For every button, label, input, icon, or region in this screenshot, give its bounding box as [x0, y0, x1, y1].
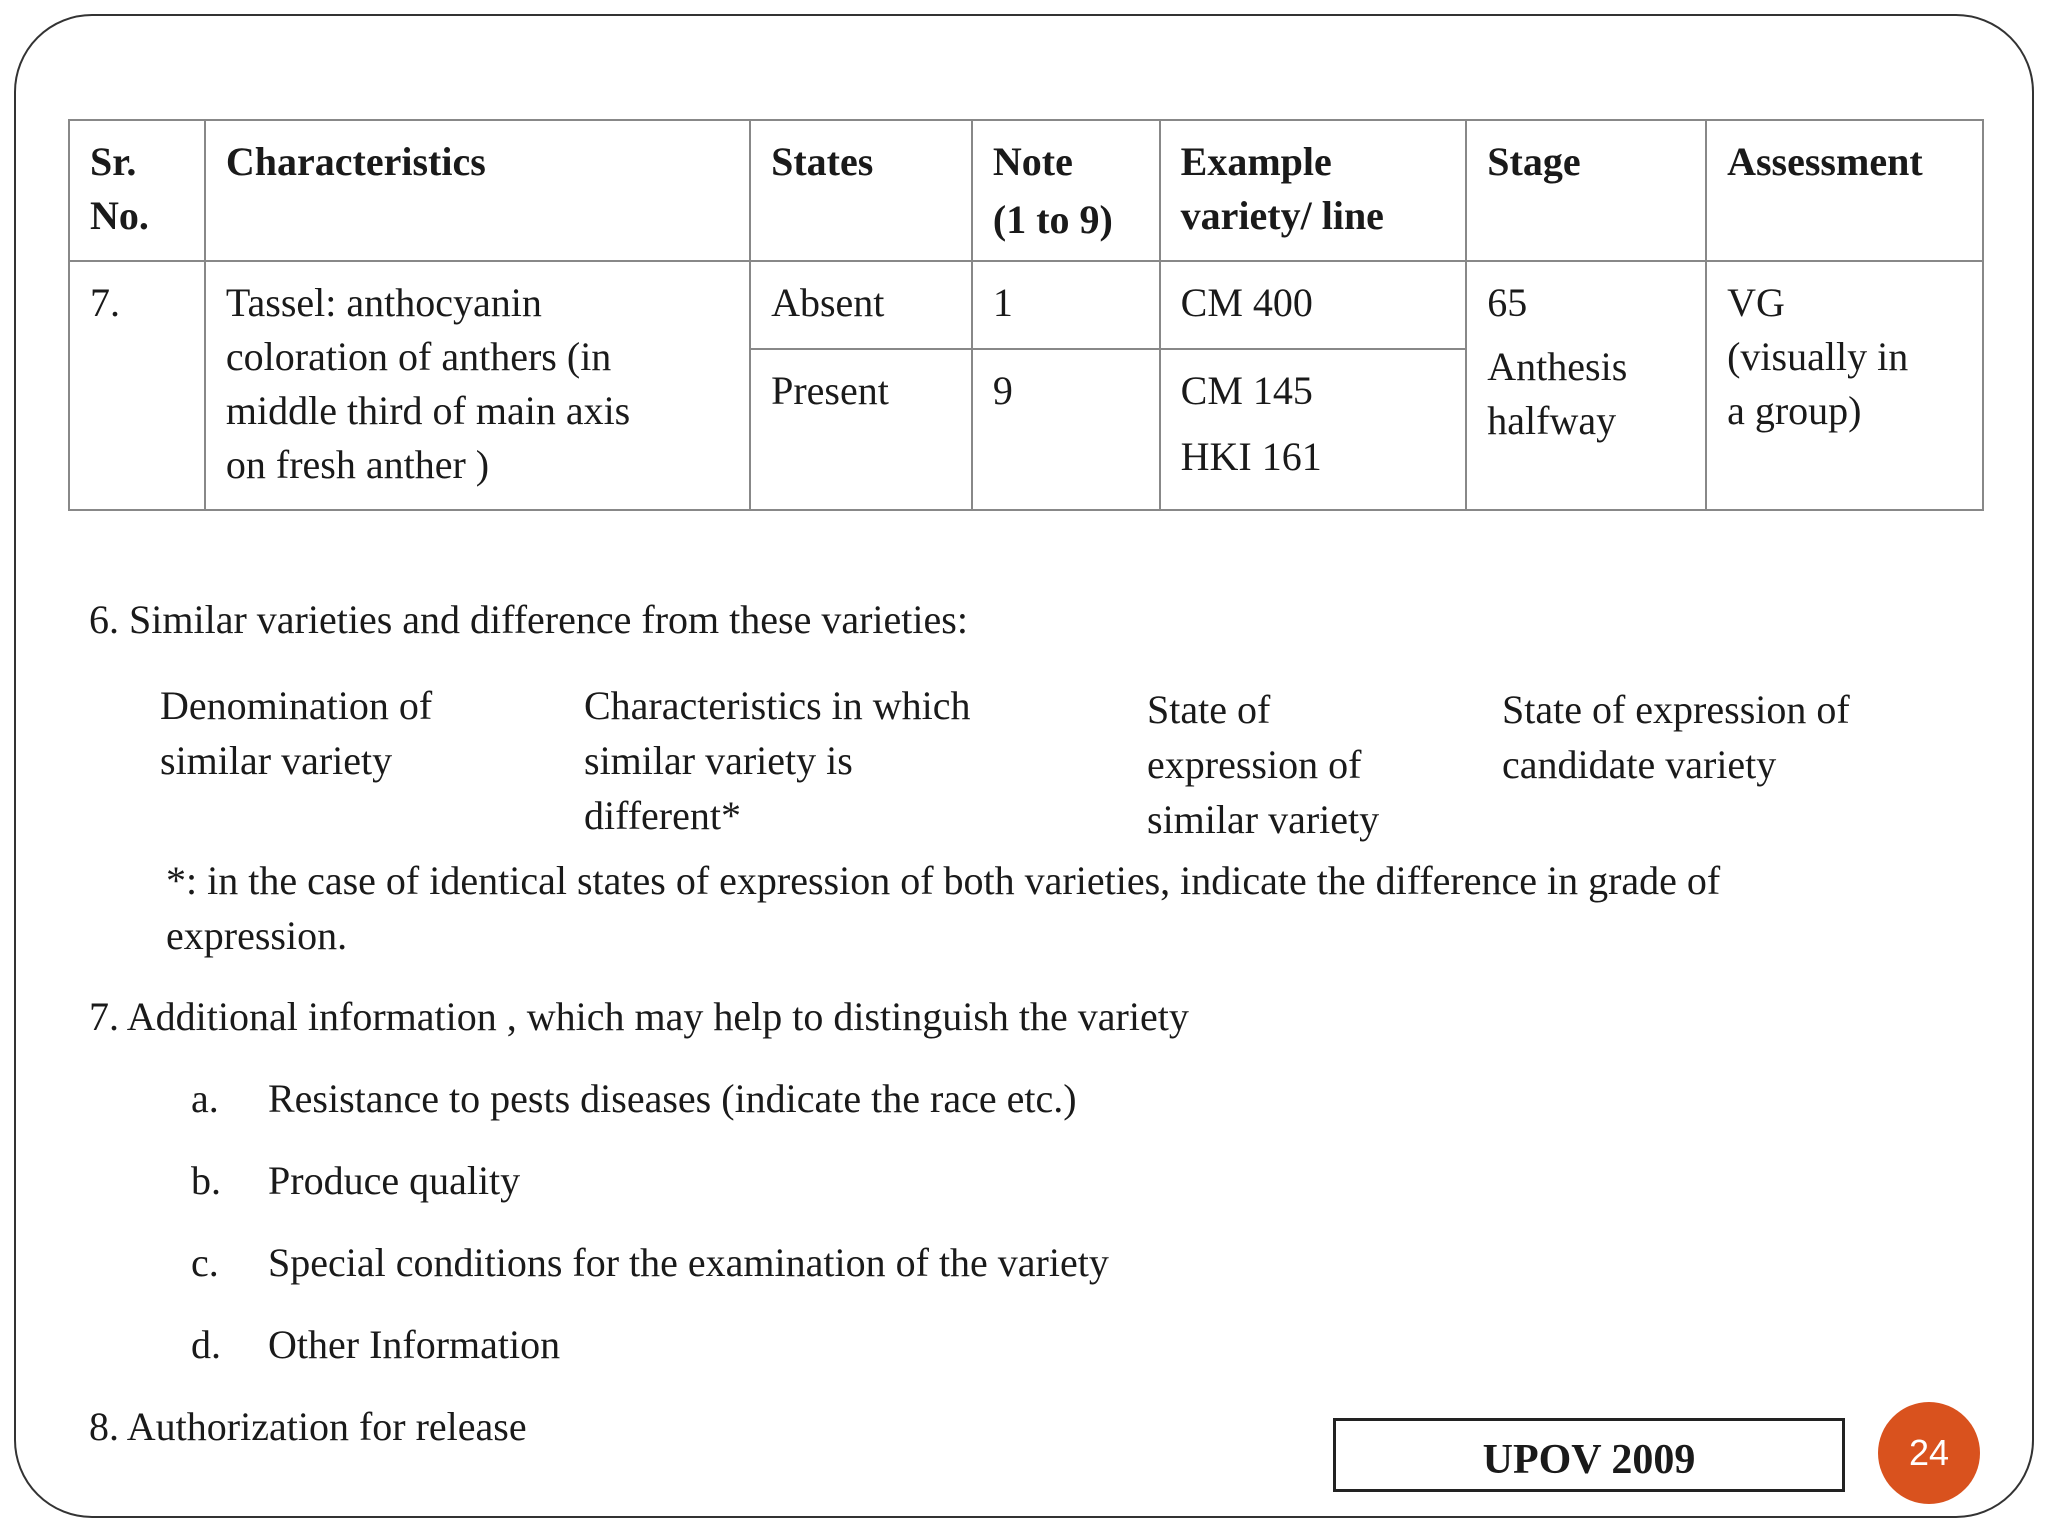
header-stage: Stage	[1466, 120, 1706, 261]
header-assessment: Assessment	[1706, 120, 1983, 261]
similar-characteristics-header: Characteristics in which similar variety is different*	[584, 683, 971, 838]
header-sr-no: Sr. No.	[69, 120, 205, 261]
table-header-row	[69, 120, 1983, 261]
cell-note-absent: 1	[972, 261, 1160, 349]
list-item-marker: a.	[191, 1076, 219, 1121]
header-example-variety: Example variety/ line	[1160, 120, 1467, 261]
footnote: *: in the case of identical states of expression of both varieties, indicate the difference in grade of expression.	[166, 858, 1721, 958]
similar-denomination-header: Denomination of similar variety	[160, 683, 433, 783]
header-note: Note (1 to 9)	[972, 120, 1160, 261]
cell-assessment: VG (visually in a group)	[1706, 261, 1983, 510]
cell-sr-no: 7.	[69, 261, 205, 510]
table-row	[69, 261, 1983, 349]
list-item: Other Information	[268, 1322, 561, 1367]
cell-state-present: Present	[750, 349, 972, 510]
similar-state-header: State of expression of similar variety	[1147, 687, 1380, 842]
cell-characteristics: Tassel: anthocyanin coloration of anthers (in middle third of main axis on fresh anther )	[205, 261, 750, 510]
cell-note-present: 9	[972, 349, 1160, 510]
header-states: States	[750, 120, 972, 261]
list-item-marker: c.	[191, 1240, 219, 1285]
cell-example-present: CM 145 HKI 161	[1160, 349, 1467, 510]
section-6-heading: 6. Similar varieties and difference from these varieties:	[89, 597, 968, 642]
section-7-heading: 7. Additional information , which may help to distinguish the variety	[89, 994, 1189, 1039]
list-item-marker: d.	[191, 1322, 221, 1367]
header-characteristics: Characteristics	[205, 120, 750, 261]
page-number-badge: 24	[1878, 1402, 1980, 1504]
cell-state-absent: Absent	[750, 261, 972, 349]
cell-example-absent: CM 400	[1160, 261, 1467, 349]
candidate-state-header: State of expression of candidate variety	[1502, 687, 1850, 787]
list-item: Resistance to pests diseases (indicate the race etc.)	[268, 1076, 1077, 1121]
source-label: UPOV 2009	[1333, 1418, 1845, 1492]
list-item: Special conditions for the examination of the variety	[268, 1240, 1109, 1285]
cell-stage: 65 Anthesis halfway	[1466, 261, 1706, 510]
characteristics-table	[68, 119, 1984, 511]
section-8-heading: 8. Authorization for release	[89, 1404, 527, 1449]
list-item: Produce quality	[268, 1158, 521, 1203]
list-item-marker: b.	[191, 1158, 221, 1203]
